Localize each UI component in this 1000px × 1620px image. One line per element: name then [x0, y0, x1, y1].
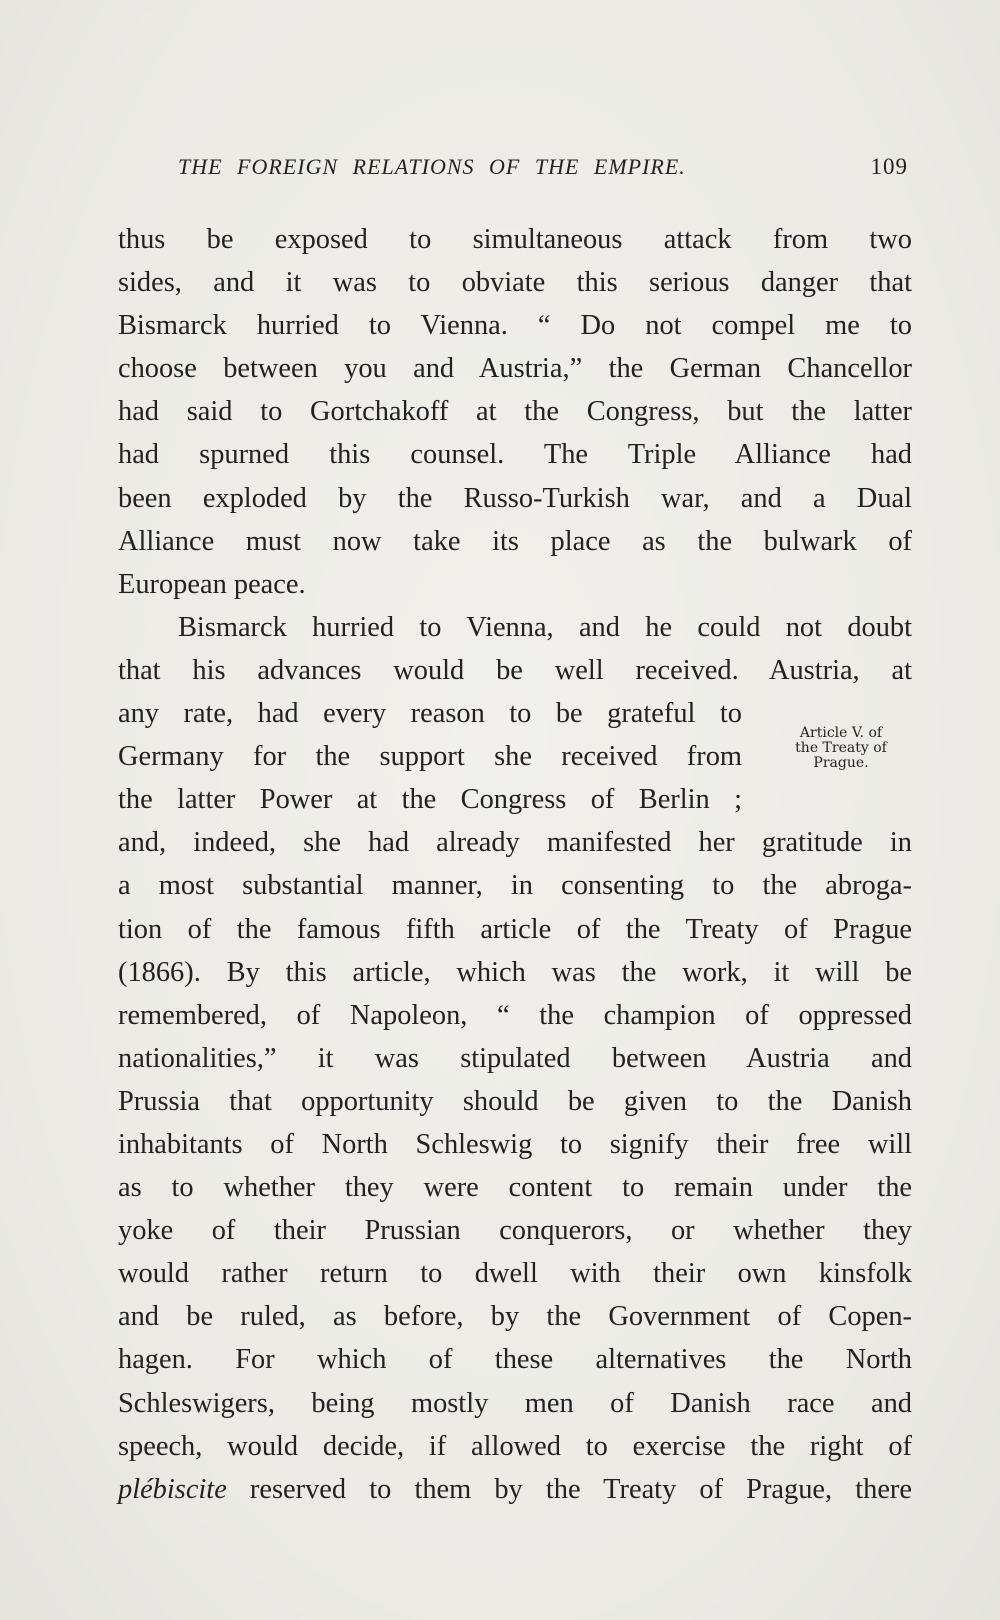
text-line: and be ruled, as before, by the Government of Copen-: [118, 1301, 912, 1333]
text-line: speech, would decide, if allowed to exercise the right of: [118, 1430, 912, 1462]
text-line: tion of the famous fifth article of the Treaty of Prague: [118, 913, 912, 945]
text-line: thus be exposed to simultaneous attack from two: [118, 224, 912, 255]
text-line-rest: reserved to them by the Treaty of Prague, there: [226, 1473, 912, 1505]
body-text: [118, 218, 912, 1511]
text-line: European peace.: [118, 568, 306, 600]
text-line: had spurned this counsel. The Triple Alliance had: [118, 439, 912, 471]
italic-term: plébiscite: [118, 1473, 227, 1505]
text-line: would rather return to dwell with their own kinsfolk: [118, 1258, 912, 1290]
text-line: as to whether they were content to remain under the: [118, 1172, 912, 1204]
text-line: Germany for the support she received from: [118, 741, 742, 773]
text-line: sides, and it was to obviate this serious danger that: [118, 267, 912, 299]
text-line: a most substantial manner, in consenting to the abroga-: [118, 870, 912, 902]
text-line: nationalities,” it was stipulated between Austria and: [118, 1042, 912, 1074]
text-line: (1866). By this article, which was the work, it will be: [118, 956, 912, 988]
margin-note-line: Prague.: [813, 755, 869, 771]
text-line: Schleswigers, being mostly men of Danish race and: [118, 1387, 912, 1419]
text-line: been exploded by the Russo-Turkish war, and a Dual: [118, 482, 912, 514]
text-line: inhabitants of North Schleswig to signify their free will: [118, 1128, 912, 1160]
text-line: and, indeed, she had already manifested her gratitude in: [118, 827, 912, 859]
running-title: THE FOREIGN RELATIONS OF THE EMPIRE.: [178, 154, 686, 179]
text-line: the latter Power at the Congress of Berlin ;: [118, 784, 742, 816]
text-line: [118, 1468, 912, 1511]
paragraph-start-line: Bismarck hurried to Vienna, and he could not doubt: [178, 611, 912, 643]
text-line: choose between you and Austria,” the German Chancellor: [118, 353, 912, 385]
page-number: 109: [870, 154, 908, 179]
text-line: any rate, had every reason to be grateful to: [118, 698, 742, 730]
text-line: Prussia that opportunity should be given to the Danish: [118, 1085, 912, 1117]
text-line: yoke of their Prussian conquerors, or whether they: [118, 1215, 912, 1247]
text-line: Bismarck hurried to Vienna. “ Do not compel me to: [118, 310, 912, 342]
text-line: that his advances would be well received. Austria, at: [118, 654, 912, 686]
running-head: [178, 154, 908, 188]
text-line: remembered, of Napoleon, “ the champion of oppressed: [118, 999, 912, 1031]
text-line: Alliance must now take its place as the bulwark of: [118, 525, 912, 557]
text-line: had said to Gortchakoff at the Congress, but the latter: [118, 396, 912, 428]
margin-note-line: the Treaty of: [795, 740, 887, 756]
margin-note-line: Article V. of: [799, 725, 883, 741]
text-line: hagen. For which of these alternatives the North: [118, 1344, 912, 1376]
margin-note: [770, 726, 912, 771]
